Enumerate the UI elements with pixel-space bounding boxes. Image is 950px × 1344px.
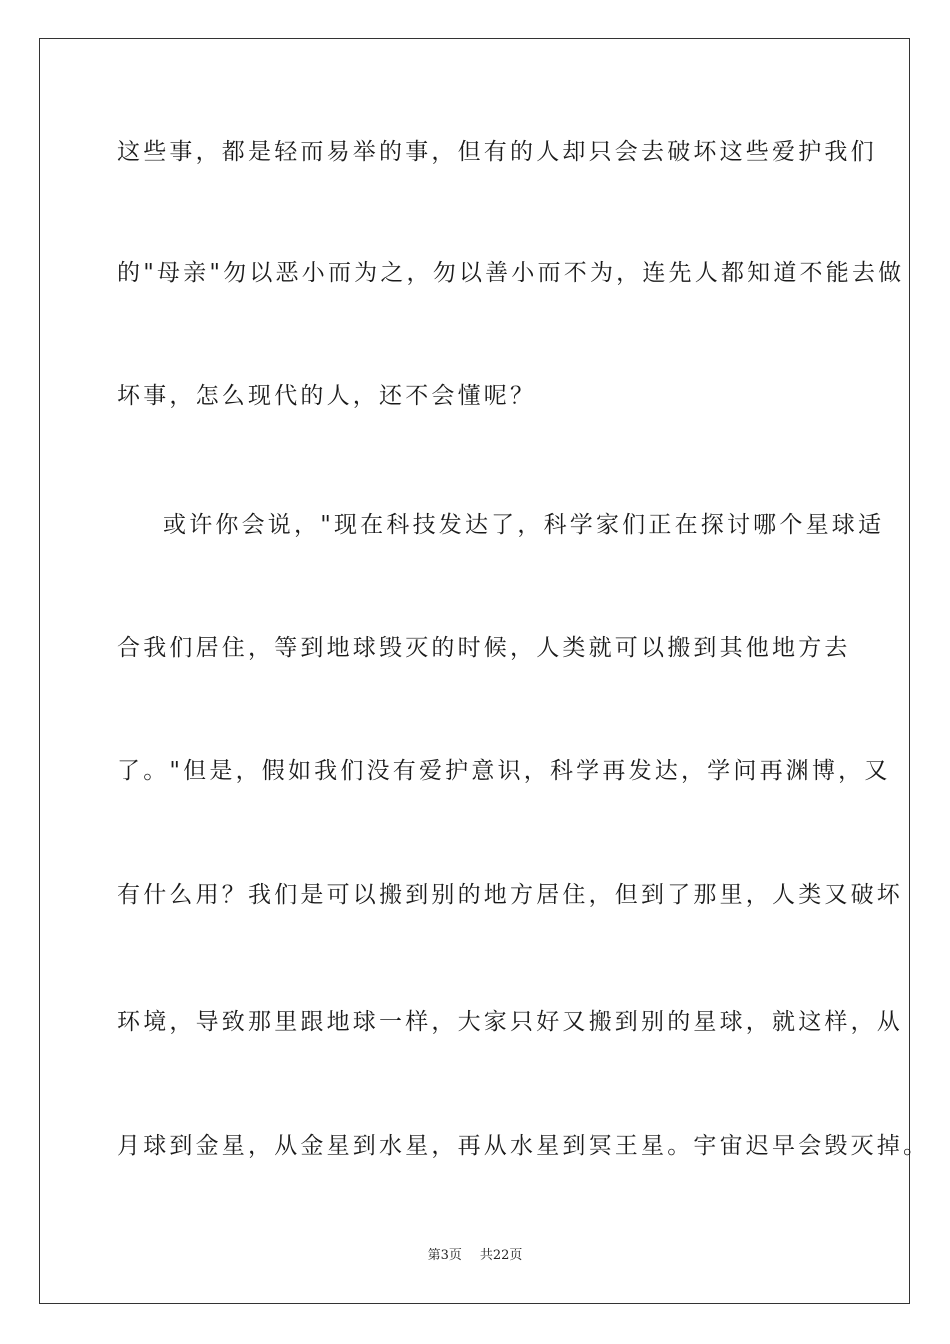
text-line-8: 环境，导致那里跟地球一样，大家只好又搬到别的星球，就这样，从 [117,1009,903,1035]
text-line-3: 坏事，怎么现代的人，还不会懂呢？ [117,383,537,409]
text-line-9: 月球到金星，从金星到水星，再从水星到冥王星。宇宙迟早会毁灭掉。 [117,1133,930,1159]
page-footer [0,1246,950,1266]
text-line-7: 有什么用？我们是可以搬到别的地方居住，但到了那里，人类又破坏 [117,882,903,908]
text-line-6: 了。"但是，假如我们没有爱护意识，科学再发达，学问再渊博，又 [117,758,891,784]
page-total: 共22页 [479,1248,523,1263]
page-number: 第3页 [427,1248,462,1263]
text-line-5: 合我们居住，等到地球毁灭的时候，人类就可以搬到其他地方去 [117,635,851,661]
text-line-1: 这些事，都是轻而易举的事，但有的人却只会去破坏这些爱护我们 [117,139,877,165]
text-line-4: 或许你会说，"现在科技发达了，科学家们正在探讨哪个星球适 [163,512,885,538]
text-line-2: 的"母亲"勿以恶小而为之，勿以善小而不为，连先人都知道不能去做 [117,260,905,286]
page-border [39,38,930,1304]
